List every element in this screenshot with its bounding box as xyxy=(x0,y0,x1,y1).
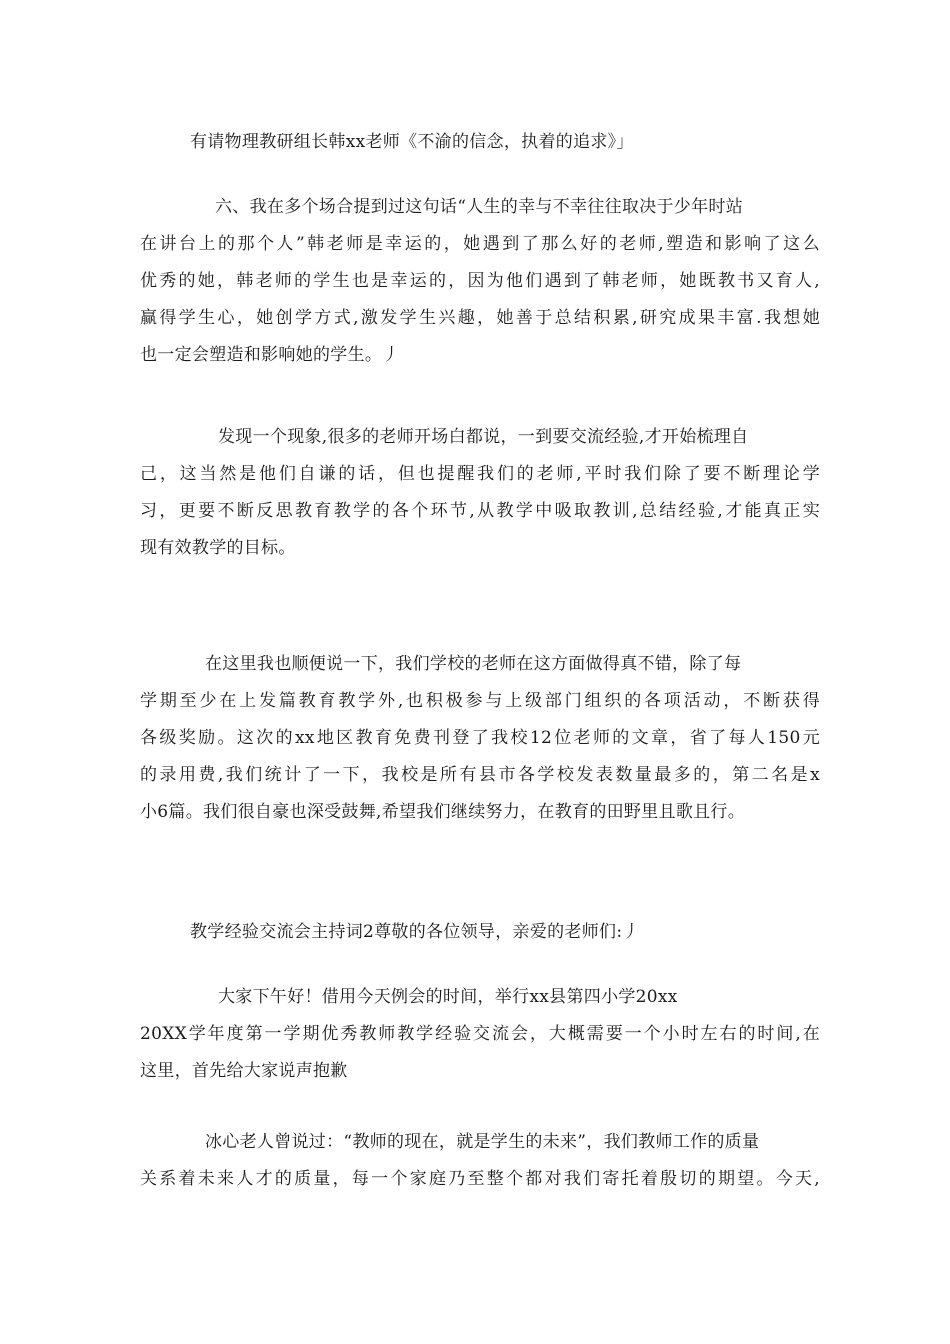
paragraph-line: 在讲台上的那个人”韩老师是幸运的，她遇到了那么好的老师,塑造和影响了这么 xyxy=(140,234,820,254)
paragraph-line: 优秀的她，韩老师的学生也是幸运的，因为他们遇到了韩老师，她既教书又育人, xyxy=(140,271,820,291)
paragraph-line: 有请物理教研组长韩xx老师《不渝的信念，执着的追求》」 xyxy=(190,132,634,152)
paragraph-line: 发现一个现象,很多的老师开场白都说，一到要交流经验,才开始梳理自 xyxy=(218,427,749,447)
paragraph-line: 也一定会塑造和影响她的学生。丿 xyxy=(140,345,400,365)
paragraph-line: 的录用费,我们统计了一下，我校是所有县市各学校发表数量最多的，第二名是x xyxy=(140,765,820,785)
paragraph-line: 己，这当然是他们自谦的话，但也提醒我们的老师,平时我们除了要不断理论学 xyxy=(140,464,820,484)
paragraph-line: 各级奖励。这次的xx地区教育免费刊登了我校12位老师的文章，省了每人150元 xyxy=(140,728,820,748)
paragraph-line: 学期至少在上发篇教育教学外,也积极参与上级部门组织的各项活动，不断获得 xyxy=(140,691,820,711)
paragraph-line: 教学经验交流会主持词2尊敬的各位领导，亲爱的老师们:丿 xyxy=(190,922,640,942)
paragraph-line: 20XX学年度第一学期优秀教师教学经验交流会，大概需要一个小时左右的时间,在 xyxy=(140,1024,820,1044)
paragraph-line: 现有效教学的目标。 xyxy=(140,538,296,558)
paragraph-line: 关系着未来人才的质量，每一个家庭乃至整个都对我们寄托着殷切的期望。今天, xyxy=(140,1169,820,1189)
paragraph-line: 小6篇。我们很自豪也深受鼓舞,希望我们继续努力，在教育的田野里且歌且行。 xyxy=(140,802,746,822)
paragraph-line: 赢得学生心，她创学方式,激发学生兴趣，她善于总结积累,研究成果丰富.我想她 xyxy=(140,308,820,328)
paragraph-line: 六、我在多个场合提到过这句话“人生的幸与不幸往往取决于少年时站 xyxy=(215,197,743,217)
paragraph-line: 大家下午好！借用今天例会的时间，举行xx县第四小学20xx xyxy=(218,987,678,1007)
paragraph-line: 这里，首先给大家说声抱歉 xyxy=(140,1061,348,1081)
paragraph-line: 在这里我也顺便说一下，我们学校的老师在这方面做得真不错，除了每 xyxy=(205,654,742,674)
paragraph-line: 冰心老人曾说过：“教师的现在，就是学生的未来”，我们教师工作的质量 xyxy=(205,1132,760,1152)
paragraph-line: 习，更要不断反思教育教学的各个环节,从教学中吸取教训,总结经验,才能真正实 xyxy=(140,501,820,521)
